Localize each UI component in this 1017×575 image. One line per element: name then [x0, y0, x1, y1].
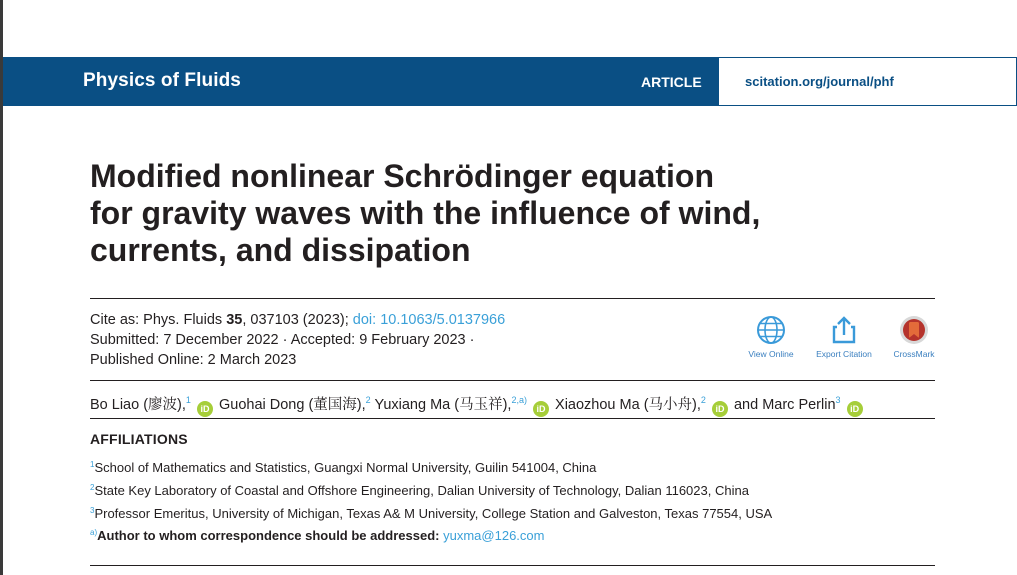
title-line-1: Modified nonlinear Schrödinger equation	[90, 158, 715, 194]
export-citation-label: Export Citation	[816, 349, 872, 359]
article-title	[90, 158, 890, 269]
doi-link[interactable]: doi: 10.1063/5.0137966	[352, 312, 506, 328]
journal-url-box	[719, 57, 1017, 106]
journal-header-band	[3, 57, 719, 106]
author-list	[90, 393, 865, 417]
cite-line	[90, 310, 505, 330]
citation-block	[90, 310, 505, 370]
author-name[interactable]: Bo Liao (廖波),	[90, 397, 186, 413]
view-online-button[interactable]	[736, 315, 806, 359]
journal-name[interactable]: Physics of Fluids	[83, 70, 241, 91]
author-affiliation-ref: 2	[365, 395, 371, 405]
title-line-2: for gravity waves with the influence of wind,	[90, 195, 761, 231]
correspondence-marker: a)	[90, 528, 98, 537]
submitted-line: Submitted: 7 December 2022 · Accepted: 9 February 2023 ·	[90, 332, 475, 348]
crossmark-icon	[898, 315, 930, 345]
export-citation-button[interactable]	[809, 315, 879, 359]
affiliation-number: 1	[90, 460, 95, 469]
correspondence-label: Author to whom correspondence should be addressed:	[97, 528, 444, 543]
author-name[interactable]: Yuxiang Ma (马玉祥),	[374, 397, 512, 413]
affiliations-heading: AFFILIATIONS	[90, 431, 188, 447]
divider-affiliations	[90, 418, 935, 419]
author-name[interactable]: Xiaozhou Ma (马小舟),	[555, 397, 701, 413]
cite-volume: 35	[226, 312, 243, 328]
published-line: Published Online: 2 March 2023	[90, 352, 297, 368]
affiliation-item	[90, 478, 772, 501]
author-name[interactable]: and Marc Perlin	[733, 397, 836, 413]
orcid-icon[interactable]: iD	[712, 401, 728, 417]
affiliation-number: 2	[90, 483, 95, 492]
affiliation-text: State Key Laboratory of Coastal and Offshore Engineering, Dalian University of Technology, Dalian 116023, China	[94, 483, 749, 498]
crossmark-label: CrossMark	[893, 349, 935, 359]
orcid-icon[interactable]: iD	[533, 401, 549, 417]
divider-bottom	[90, 565, 935, 566]
author-affiliation-ref: 1	[185, 395, 191, 405]
author-affiliation-ref: 3	[835, 395, 841, 405]
globe-icon	[755, 315, 787, 345]
author-affiliation-ref: 2	[700, 395, 706, 405]
orcid-icon[interactable]: iD	[847, 401, 863, 417]
affiliation-item	[90, 501, 772, 524]
affiliation-text: School of Mathematics and Statistics, Guangxi Normal University, Guilin 541004, China	[94, 460, 597, 475]
view-online-label: View Online	[748, 349, 794, 359]
orcid-icon[interactable]: iD	[197, 401, 213, 417]
correspondence-email-link[interactable]: yuxma@126.com	[443, 528, 545, 543]
author-name[interactable]: Guohai Dong (董国海),	[218, 397, 366, 413]
correspondence-note	[90, 528, 544, 543]
divider-authors	[90, 380, 935, 381]
article-type-label: ARTICLE	[641, 74, 702, 90]
cite-prefix: Cite as: Phys. Fluids	[90, 312, 227, 328]
journal-url-link[interactable]: scitation.org/journal/phf	[745, 74, 894, 89]
divider-top	[90, 298, 935, 299]
export-icon	[828, 315, 860, 345]
crossmark-button[interactable]	[879, 315, 949, 359]
author-affiliation-ref: 2,a)	[511, 395, 527, 405]
affiliation-item	[90, 455, 772, 478]
cite-suffix: , 037103 (2023);	[242, 312, 353, 328]
affiliations-list	[90, 455, 772, 524]
title-line-3: currents, and dissipation	[90, 232, 471, 268]
affiliation-number: 3	[90, 506, 95, 515]
affiliation-text: Professor Emeritus, University of Michigan, Texas A& M University, College Station and Galveston, Texas 77554, USA	[94, 506, 773, 521]
